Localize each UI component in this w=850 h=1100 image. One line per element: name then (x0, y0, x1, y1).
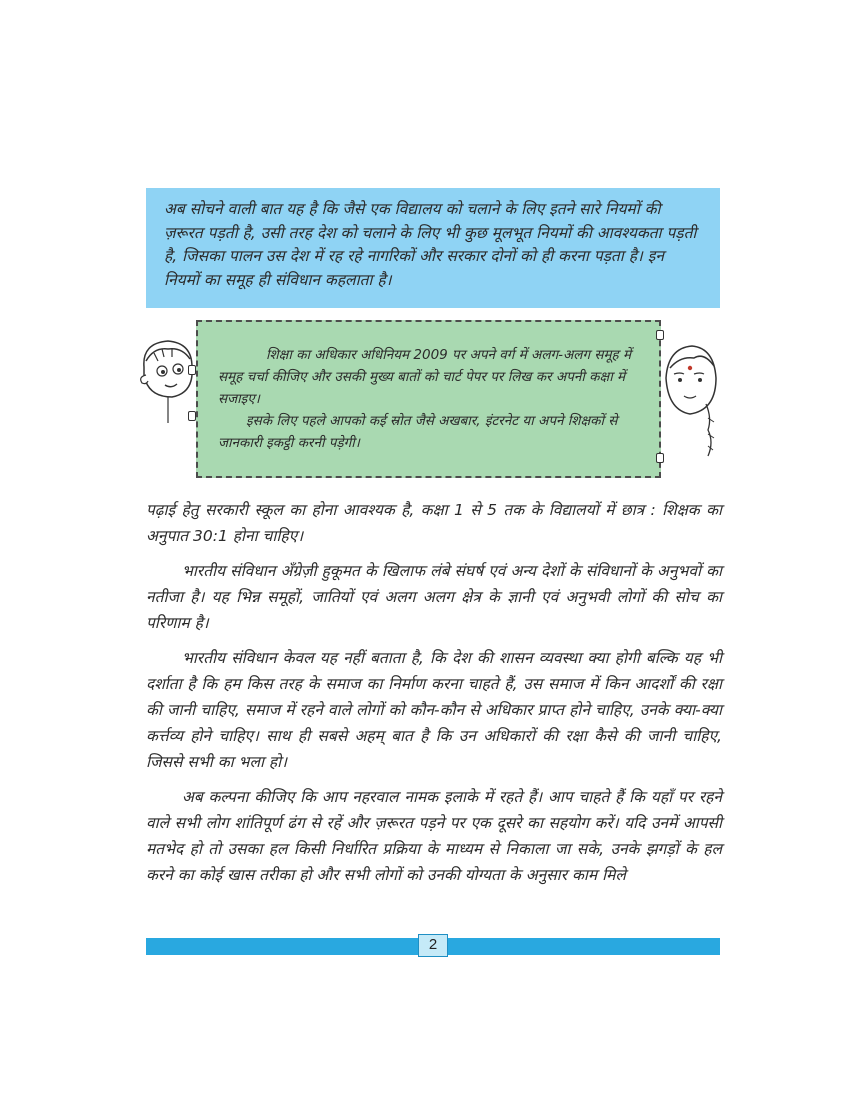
activity-paragraph-1: शिक्षा का अधिकार अधिनियम 2009 पर अपने वर्ग में अलग-अलग समूह में समूह चर्चा कीजिए और उसकी मुख्य बातों को चार्ट पेपर पर लिख कर अपनी कक्षा में सजाइए। (218, 347, 632, 407)
ring-icon (188, 365, 196, 375)
body-paragraph: पढ़ाई हेतु सरकारी स्कूल का होना आवश्यक है, कक्षा 1 से 5 तक के विद्यालयों में छात्र : शिक्षक का अनुपात 30:1 होना चाहिए। (146, 501, 722, 545)
highlight-text: अब सोचने वाली बात यह है कि जैसे एक विद्यालय को चलाने के लिए इतने सारे नियमों की ज़रूरत पड़ती है, उसी तरह देश को चलाने के लिए भी कुछ मूलभूत नियमों की आवश्यकता पड़ती है, जिसका पालन उस देश में रह रहे नागरिकों और सरकार दोनों को ही करना पड़ता है। इन नियमों का समूह ही संविधान कहलाता है। (164, 200, 697, 289)
ring-icon (188, 411, 196, 421)
body-paragraph: भारतीय संविधान अँग्रेज़ी हुकूमत के खिलाफ लंबे संघर्ष एवं अन्य देशों के संविधानों के अनुभवों का नतीजा है। यह भिन्न समूहों, जातियों एवं अलग अलग क्षेत्र के ज्ञानी एवं अनुभवी लोगों की सोच का परिणाम है। (146, 562, 722, 632)
body-paragraph: भारतीय संविधान केवल यह नहीं बताता है, कि देश की शासन व्यवस्था क्या होगी बल्कि यह भी दर्शाता है कि हम किस तरह के समाज का निर्माण करना चाहते हैं, उस समाज में किन आदर्शों की रक्षा की जानी चाहिए, समाज में रहने वाले लोगों को कौन-कौन से अधिकार प्राप्त होने चाहिए, उनके क्या-क्या कर्त्तव्य होने चाहिए। साथ ही सबसे अहम् बात है कि उन अधिकारों की रक्षा कैसे की जानी चाहिए, जिससे सभी का भला हो। (146, 649, 722, 771)
body-text (146, 497, 722, 897)
highlight-box (146, 188, 720, 308)
page-number: 2 (418, 934, 448, 957)
girl-face-icon (660, 338, 720, 460)
ring-icon (656, 330, 664, 340)
activity-paragraph-2: इसके लिए पहले आपको कई स्रोत जैसे अखबार, इंटरनेट या अपने शिक्षकों से जानकारी इकट्ठी करनी पड़ेगी। (218, 413, 618, 451)
ring-icon (656, 453, 664, 463)
activity-box (196, 320, 661, 478)
body-paragraph: अब कल्पना कीजिए कि आप नहरवाल नामक इलाके में रहते हैं। आप चाहते हैं कि यहाँ पर रहने वाले सभी लोग शांतिपूर्ण ढंग से रहें और ज़रूरत पड़ने पर एक दूसरे का सहयोग करें। यदि उनमें आपसी मतभेद हो तो उसका हल किसी निर्धारित प्रक्रिया के माध्यम से निकाला जा सके, उनके झगड़ों के हल करने का कोई खास तरीका हो और सभी लोगों को उनकी योग्यता के अनुसार काम मिले (146, 788, 722, 884)
